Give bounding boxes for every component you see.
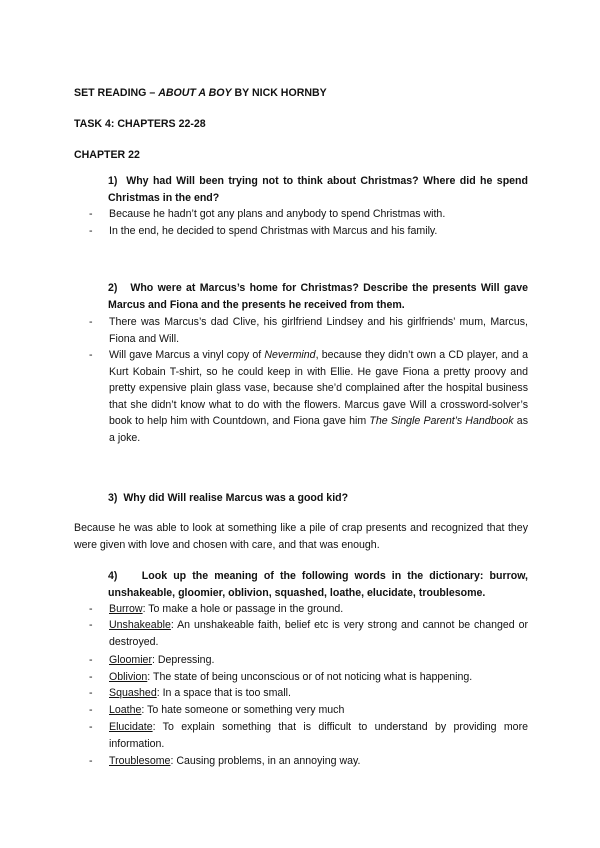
question-3 <box>108 490 528 507</box>
question-2-line <box>108 280 528 313</box>
vocab-term: Elucidate <box>109 721 153 733</box>
q2-answer-2 <box>89 347 528 447</box>
question-2-text: Who were at Marcus’s home for Christmas? Describe the presents Will gave Marcus and Fiona and the presents he received from them. <box>108 282 528 311</box>
q1-answer-1-text: Because he hadn’t got any plans and anybody to spend Christmas with. <box>109 208 446 220</box>
vocab-term: Troublesome <box>109 755 171 767</box>
question-2-number: 2) <box>108 282 118 294</box>
book-title-single-parents-handbook: The Single Parent’s Handbook <box>369 415 514 428</box>
vocab-term: Gloomier <box>109 654 152 666</box>
vocab-term: Burrow <box>109 603 143 615</box>
set-reading-prefix: SET READING – <box>74 87 159 99</box>
vocab-definition: : In a space that is too small. <box>156 687 291 699</box>
vocab-item <box>89 652 528 669</box>
task-heading: TASK 4: CHAPTERS 22-28 <box>74 118 206 130</box>
bullet-dash: - <box>89 603 93 615</box>
question-1-text: Why had Will been trying not to think about Christmas? Where did he spend Christmas in the end? <box>108 175 529 204</box>
book-title: ABOUT A BOY <box>158 87 232 99</box>
vocab-definition: : Depressing. <box>151 654 215 666</box>
vocab-definition: : To hate someone or something very much <box>141 704 345 716</box>
bullet-dash: - <box>89 208 93 220</box>
vocab-term: Oblivion <box>109 671 148 683</box>
bullet-dash: - <box>89 671 93 683</box>
question-1-number: 1) <box>108 175 118 187</box>
question-4-number: 4) <box>108 570 118 582</box>
q3-answer: Because he was able to look at something like a pile of crap presents and recognized that they were given with love and chosen with care, and that was enough. <box>74 522 528 551</box>
bullet-dash: - <box>89 225 93 237</box>
bullet-dash: - <box>89 654 93 666</box>
question-3-line <box>108 490 528 507</box>
bullet-dash: - <box>89 687 93 699</box>
vocab-item <box>89 617 528 650</box>
q2-answer-1-text: There was Marcus’s dad Clive, his girlfriend Lindsey and his girlfriends’ mum, Marcus, Fiona and Will. <box>109 316 528 345</box>
vocab-item <box>89 753 528 770</box>
q2-answer-2-part-c: as a joke. <box>109 415 528 444</box>
vocab-term: Loathe <box>109 704 142 716</box>
question-2 <box>108 280 528 313</box>
q2-answer-1 <box>89 314 528 347</box>
q1-answer-2 <box>89 223 528 240</box>
vocab-term: Squashed <box>109 687 157 699</box>
chapter-heading: CHAPTER 22 <box>74 149 140 161</box>
vocab-definition: : Causing problems, in an annoying way. <box>170 755 361 767</box>
question-3-text: Why did Will realise Marcus was a good kid? <box>123 492 349 504</box>
question-4-text: Look up the meaning of the following words in the dictionary: burrow, unshakeable, gloomier, oblivion, squashed, loathe, elucidate, troublesome. <box>108 570 528 599</box>
q1-answer-1 <box>89 206 528 223</box>
vocab-item <box>89 601 528 618</box>
bullet-dash: - <box>89 721 93 733</box>
question-4 <box>108 568 528 601</box>
q1-answer-2-text: In the end, he decided to spend Christmas with Marcus and his family. <box>109 225 438 237</box>
question-4-line <box>108 568 528 601</box>
vocab-definition: : An unshakeable faith, belief etc is very strong and cannot be changed or destroyed. <box>109 619 528 648</box>
q2-answer-2-part-b: , because they didn’t own a CD player, and a Kurt Kobain T-shirt, so he could keep in with Ellie. He gave Fiona a pretty proovy and pretty expensive plain glass vase, because she’d complained after the hospital business that she didn’t know what to do with the flowers. Marcus gave Will a crossword-solver’s book to help him with Countdown, and Fiona gave him <box>109 349 528 428</box>
vocab-term: Unshakeable <box>109 619 171 631</box>
q2-answer-2-text <box>109 347 528 447</box>
question-3-number: 3) <box>108 492 118 504</box>
q2-answer-2-part-a: Will gave Marcus a vinyl copy of <box>109 349 265 361</box>
question-1 <box>108 173 528 206</box>
bullet-dash: - <box>89 704 93 716</box>
vocab-item <box>89 669 528 686</box>
vocab-item <box>89 702 528 719</box>
bullet-dash: - <box>89 619 93 631</box>
vocab-item <box>89 685 528 702</box>
vocab-definition: : To explain something that is difficult to understand by providing more information. <box>109 721 528 750</box>
vocab-definition: : The state of being unconscious or of not noticing what is happening. <box>147 671 473 683</box>
bullet-dash: - <box>89 349 93 361</box>
vocab-definition: : To make a hole or passage in the ground. <box>142 603 344 615</box>
set-reading-heading <box>74 85 528 102</box>
bullet-dash: - <box>89 755 93 767</box>
album-title-nevermind: Nevermind <box>264 349 316 361</box>
vocab-item <box>89 719 528 752</box>
question-1-line <box>108 173 528 206</box>
bullet-dash: - <box>89 316 93 328</box>
author-suffix: BY NICK HORNBY <box>231 87 327 99</box>
